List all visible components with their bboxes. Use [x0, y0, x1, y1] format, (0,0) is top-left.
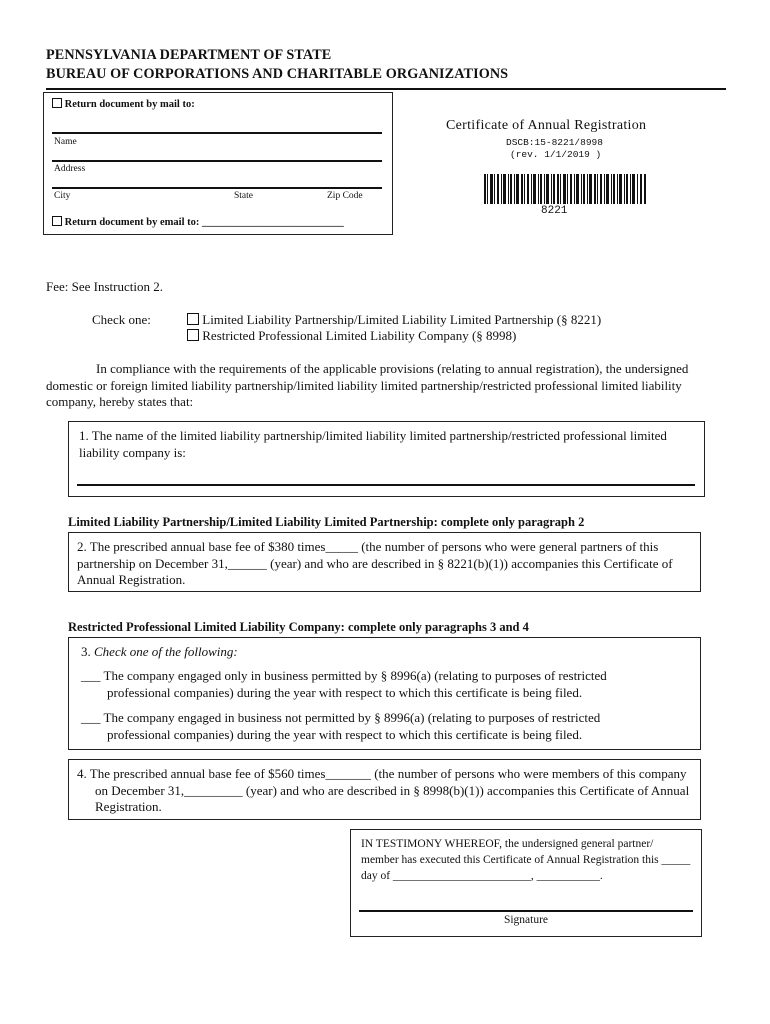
email-label: Return document by email to: ___________________________ — [64, 217, 344, 228]
llp-heading: Limited Liability Partnership/Limited Liability Limited Partnership: complete only paragraph 2 — [68, 515, 585, 529]
city-label: City — [54, 191, 71, 201]
name-label: Name — [54, 137, 77, 147]
address-label: Address — [54, 164, 86, 174]
signature-label: Signature — [503, 914, 549, 926]
rpllc-heading: Restricted Professional Limited Liability Company: complete only paragraphs 3 and 4 — [68, 620, 529, 634]
paragraph-3-box — [68, 637, 701, 750]
paragraph-3-number: 3. — [81, 644, 91, 659]
testimony-text: IN TESTIMONY WHEREOF, the undersigned general partner/ member has executed this Certificate of Annual Registration this _____ day of ________________________, ___________. — [361, 838, 691, 882]
paragraph-3-intro — [81, 644, 238, 661]
header-rule — [46, 88, 726, 90]
email-option[interactable] — [52, 216, 344, 228]
paragraph-1-text: 1. The name of the limited liability partnership/limited liability limited partnership/restricted professional limited liability company is: — [79, 428, 667, 460]
mail-option[interactable] — [52, 98, 195, 110]
mail-checkbox[interactable] — [52, 98, 62, 108]
paragraph-2-box — [68, 532, 701, 592]
form-revision: (rev. 1/1/2019 ) — [510, 149, 602, 160]
barcode — [484, 174, 646, 204]
rpllc-option-label: Restricted Professional Limited Liability Company (§ 8998) — [202, 328, 517, 343]
option-llp[interactable] — [187, 312, 601, 329]
form-title: Certificate of Annual Registration — [446, 118, 647, 133]
name-line[interactable] — [52, 132, 382, 134]
paragraph-3-option-1[interactable]: ___ The company engaged only in business permitted by § 8996(a) (relating to purposes of restricted professional companies) during the year with respect to which this certificate is being filed. — [81, 668, 607, 700]
option-rpllc[interactable] — [187, 328, 516, 345]
department-title: PENNSYLVANIA DEPARTMENT OF STATE — [46, 47, 332, 63]
city-state-zip-line[interactable] — [52, 187, 382, 189]
paragraph-3-instruction: Check one of the following: — [94, 644, 238, 659]
rpllc-checkbox[interactable] — [187, 329, 199, 341]
signature-line[interactable] — [359, 910, 693, 912]
zip-label: Zip Code — [327, 191, 363, 201]
fee-text: Fee: See Instruction 2. — [46, 279, 163, 294]
paragraph-2-text: 2. The prescribed annual base fee of $380 times_____ (the number of persons who were general partners of this partnership on December 31,______ (year) and who are described in § 8221(b)(1)) accompanies this Certificate of Annual Registration. — [77, 539, 673, 587]
check-one-label: Check one: — [92, 312, 151, 327]
paragraph-4-text: 4. The prescribed annual base fee of $560 times_______ (the number of persons who were members of this company on December 31,_________ (year) and who are described in § 8998(b)(1)) accompanies this Certificate of Annual Registration. — [77, 766, 690, 814]
form-code: DSCB:15-8221/8998 — [506, 137, 603, 148]
llp-checkbox[interactable] — [187, 313, 199, 325]
paragraph-4-box — [68, 759, 701, 820]
bureau-title: BUREAU OF CORPORATIONS AND CHARITABLE ORGANIZATIONS — [46, 66, 509, 82]
email-checkbox[interactable] — [52, 216, 62, 226]
testimony-box — [350, 829, 702, 937]
llp-option-label: Limited Liability Partnership/Limited Liability Limited Partnership (§ 8221) — [202, 312, 602, 327]
state-label: State — [234, 191, 253, 201]
return-document-box — [43, 92, 393, 235]
paragraph-3-option-2[interactable]: ___ The company engaged in business not permitted by § 8996(a) (relating to purposes of restricted professional companies) during the year with respect to which this certificate is being filed. — [81, 710, 601, 742]
barcode-number: 8221 — [541, 205, 568, 217]
company-name-line[interactable] — [77, 484, 695, 486]
intro-paragraph: In compliance with the requirements of the applicable provisions (relating to annual registration), the undersigned domestic or foreign limited liability partnership/limited liability limited partnership/restricted professional limited liability company, hereby states that: — [46, 361, 689, 409]
paragraph-1-box — [68, 421, 705, 497]
mail-label: Return document by mail to: — [64, 99, 195, 110]
address-line[interactable] — [52, 160, 382, 162]
